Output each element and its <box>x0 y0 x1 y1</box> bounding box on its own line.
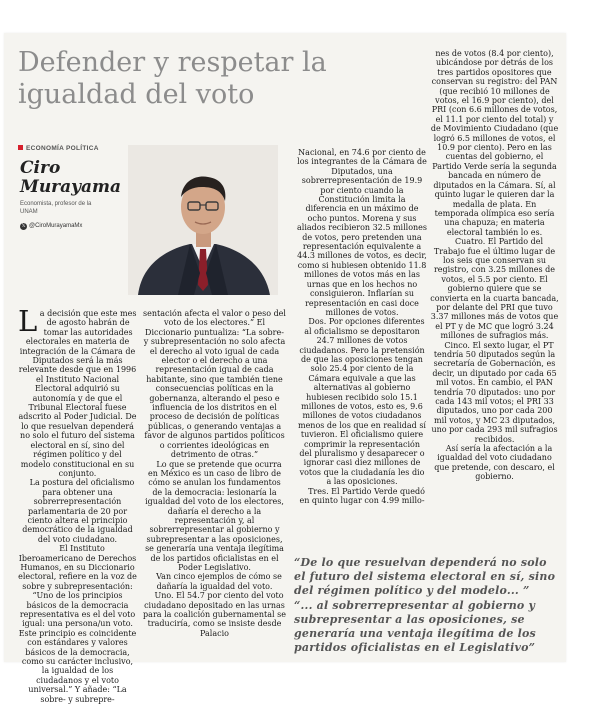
article-paragraph: Dos. Por opciones diferentes al oficialismo se depositaron 24.7 millones de votos ciudadanos. Pero la pretensión de que las oposiciones tengan solo 25.4 por ciento de la Cámara equivale a que las alternativas al gobierno hubiesen recibido solo 15.1 millones de votos, esto es, 9.6 millones de votos ciudadanos menos de los que en realidad sí tuvieron. El oficialismo quiere comprimir la representación del pluralismo y desaparecer o ignorar casi diez millones de votos que la ciudadanía les dio a las oposiciones. <box>297 317 426 487</box>
author-name: Ciro Murayama <box>20 158 122 197</box>
newspaper-page <box>4 33 566 704</box>
dropcap: L <box>18 304 38 338</box>
article-paragraph: Así sería la afectación a la igualdad del voto ciudadano que pretende, con descaro, el gobierno. <box>434 444 555 482</box>
article-paragraph: Cuatro. El Partido del Trabajo fue el último lugar de los seis que conservan su registro, con 3.25 millones de votos, el 5.5 por ciento. El gobierno quiere que se convierta en la cuarta bancada, por delante del PRI que tuvo 3.37 millones más de votos que el PT y de MC que logró 3.24 millones de sufragios más. <box>430 237 559 341</box>
article-paragraph: Lo que se pretende que ocurra en México es un caso de libro de cómo se anulan los fundamentos de la democracia: lesionaría la igualdad del voto de los electores, dañaría el derecho a la representación y, al sobrerrepresentar al gobierno y subrepresentar a las oposiciones, se generaría una ventaja ilegítima de los partidos oficialistas en el Poder Legislativo. <box>145 459 284 572</box>
author-box <box>18 145 286 295</box>
author-photo <box>128 145 278 295</box>
pull-quote-1: “De lo que resuelvan dependerá no solo el futuro del sistema electoral en sí, sino del régimen político y del modelo... ” <box>294 556 556 597</box>
twitter-icon: 𝕏 <box>21 223 26 229</box>
article-paragraph: El Instituto Iberoamericano de Derechos Humanos, en su Diccionario electoral, refiere en la voz de sobre y subrepresentación: “Uno de los principios básicos de la democracia representativa es el del voto igual: una persona/un voto. Este principio es coincidente con estándares y valores básicos de la democracia, como su carácter inclusivo, la igualdad de los ciudadanos y el voto universal.” Y añade: “La sobre- y subrepre- <box>18 544 137 704</box>
article-paragraph: Nacional, en 74.6 por ciento de los integrantes de la Cámara de Diputados, una sobrerrepresentación de 19.9 por ciento cuando la Constitución limita la diferencia en un máximo de ocho puntos. Morena y sus aliados recibieron 32.5 millones de votos, pero pretenden una representación equivalente a 44.3 millones de votos, es decir, como si hubiesen obtenido 11.8 millones de votos más en las urnas que en los hechos no consiguieron. Inflarían su representación en casi doce millones de votos. <box>297 148 428 317</box>
article-column-1 <box>18 304 137 704</box>
article-paragraph: Cinco. El sexto lugar, el PT tendría 50 diputados según la secretaría de Gobernación, es decir, un diputado por cada 65 mil votos. En cambio, el PAN tendría 70 diputados: uno por cada 143 mil votos; el PRI 33 diputados, uno por cada 200 mil votos, y MC 23 diputados, uno por cada 293 mil sufragios recibidos. <box>431 340 558 444</box>
article-paragraph: sentación afecta el valor o peso del voto de los electores.” El Diccionario puntualiza: “La sobre- y subrepresentación no solo afecta el derecho al voto igual de cada elector o el derecho a una representación igual de cada habitante, sino que también tiene consecuencias políticas en la gobernanza, alterando el peso e influencia de los distritos en el proceso de decisión de políticas públicas, o generando ventajas a favor de algunos partidos políticos o corrientes ideológicas en detrimento de otras.” <box>143 309 286 460</box>
article-paragraph <box>18 304 137 478</box>
section-label: ECONOMÍA POLÍTICA <box>18 145 99 152</box>
article-column-2 <box>143 309 286 638</box>
article-paragraph: Van cinco ejemplos de cómo se dañaría la igualdad del voto. <box>156 572 282 591</box>
author-role: Economista, profesor de la UNAM <box>20 201 92 215</box>
paragraph-text: a decisión que este mes de agosto habrán de tomar las autoridades electorales en materia de integración de la Cámara de Diputados será la más relevante desde que en 1996 el Instituto Nacional Electoral adquirió su autonomía y de que el Tribunal Electoral fuese adscrito al Poder Judicial. De lo que resuelvan dependerá no solo el futuro del sistema electoral en sí, sino del régimen político y del modelo constitucional en su conjunto. <box>18 309 137 478</box>
article-paragraph: nes de votos (8.4 por ciento), ubicándose por detrás de los tres partidos opositores que conservan su registro: del PAN (que recibió 10 millones de votos, el 16.9 por ciento), del PRI (con 6.6 millones de votos, el 11.1 por ciento del total) y de Movimiento Ciudadano (que logró 6.5 millones de votos, el 10.9 por ciento). Pero en las cuentas del gobierno, el Partido Verde sería la segunda bancada en número de diputados en la Cámara. Sí, al quinto lugar le quieren dar la medalla de plata. En temporada olímpica eso sería una chapuza; en materia electoral también lo es. <box>430 49 559 237</box>
article-paragraph: Tres. El Partido Verde quedó en quinto lugar con 4.99 millo- <box>299 486 425 506</box>
article-paragraph: La postura del oficialismo para obtener una sobrerrepresentación parlamentaria de 20 por ciento altera el principio democrático de la igualdad del voto ciudadano. <box>22 478 135 544</box>
article-title: Defender y respetar la igualdad del voto <box>18 47 327 110</box>
article-paragraph: Uno. El 54.7 por ciento del voto ciudadano depositado en las urnas para la coalición gubernamental se traduciría, como se insiste desde Palacio <box>143 591 286 638</box>
article-column-4 <box>430 49 559 482</box>
pull-quote-2: “... al sobrerrepresentar al gobierno y subrepresentar a las oposiciones, se generaría una ventaja ilegítima de los partidos oficialistas en el Legislativo” <box>294 599 536 654</box>
author-portrait-illustration <box>128 145 278 295</box>
article-column-3 <box>297 148 427 505</box>
author-social <box>20 223 82 230</box>
author-handle: @CiroMurayamaMx <box>29 223 83 229</box>
